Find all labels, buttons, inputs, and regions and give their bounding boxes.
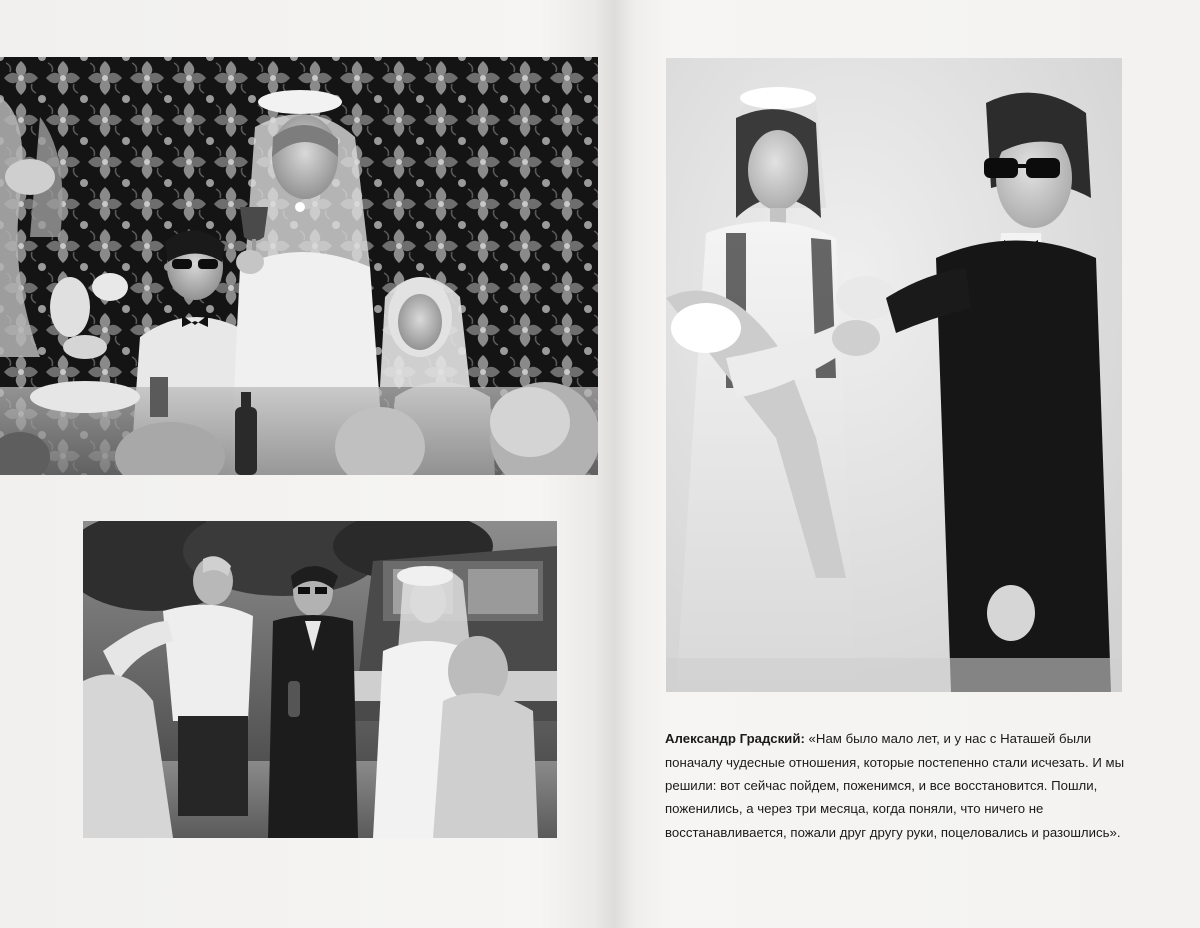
caption-author: Александр Градский: (665, 731, 805, 747)
caption-quote: «Нам было мало лет, и у нас с Наташей были поначалу чудесные отношения, которые постепенно стали исчезать. И мы решили: вот сейчас пойдем, поженимся, и все восстановится. Пошли, поженились, а через три месяца, когда поняли, что ничего не восстанавливается, пожали друг другу руки, поцеловались и разошлись». (665, 731, 1125, 840)
photo-caption (665, 727, 1133, 844)
bride-groom-portrait-photo (666, 58, 1122, 692)
wedding-outdoor-photo (83, 521, 557, 838)
book-gutter (596, 0, 636, 928)
wedding-toast-photo (0, 57, 598, 475)
